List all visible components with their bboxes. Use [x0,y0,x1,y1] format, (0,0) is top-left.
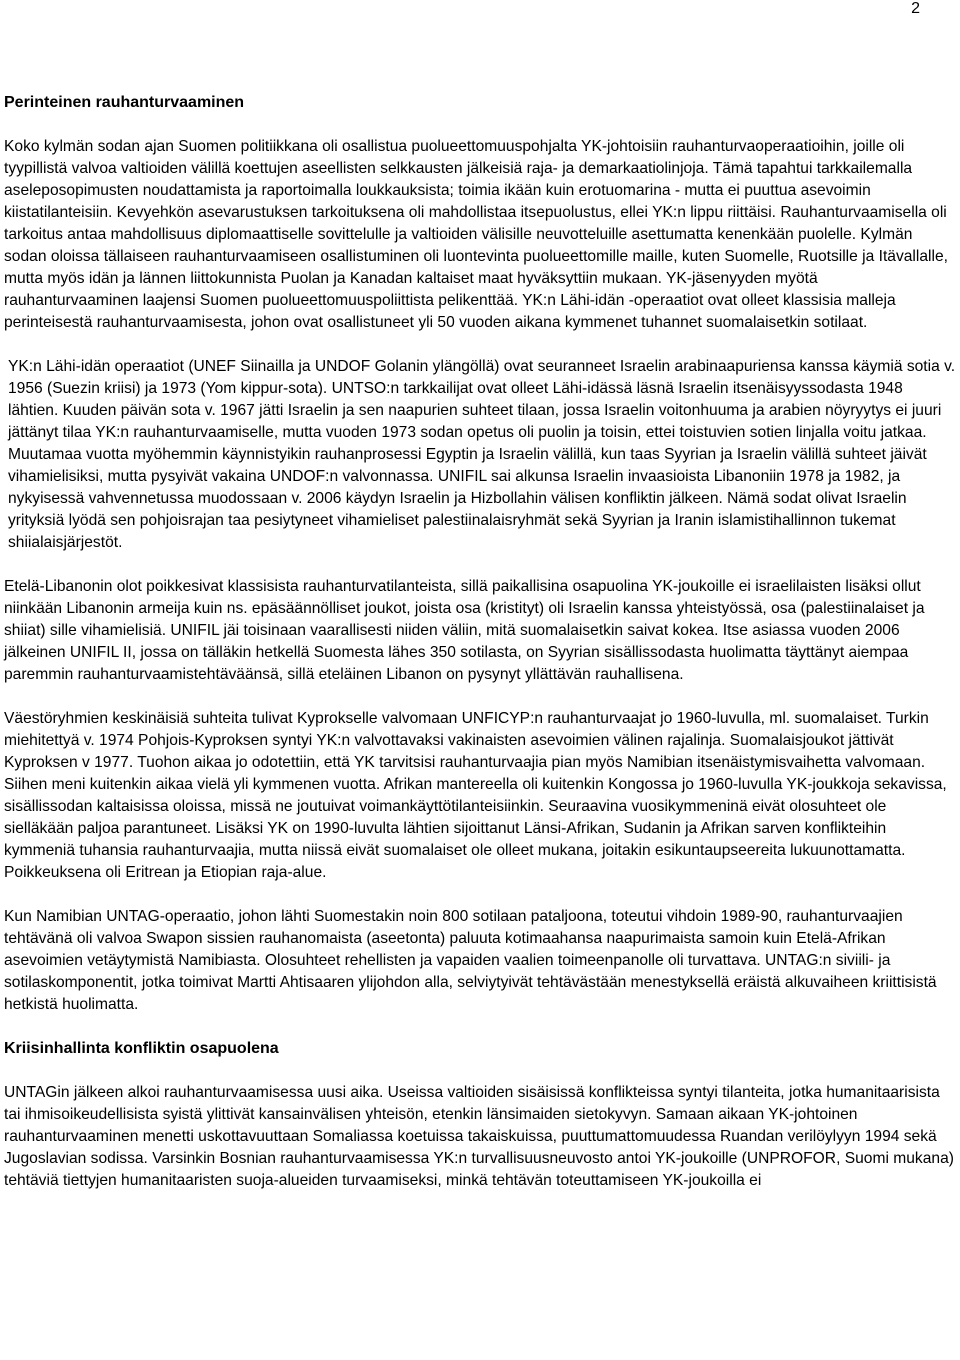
paragraph: Kun Namibian UNTAG-operaatio, johon lähti Suomestakin noin 800 sotilaan pataljoona, toteutui vihdoin 1989-90, rauhanturvaajien tehtävänä oli valvoa Swapon sissien rauhanomaista (aseetonta) paluuta kotimaahansa naapurimaista samoin kuin Etelä-Afrikan asevoimien vetäytymistä Namibiasta. Olosuhteet rehellisten ja vapaiden vaalien toimeenpanolle oli turvattava. UNTAG:n siviili- ja sotilaskomponentit, jotka toimivat Martti Ahtisaaren ylijohdon alla, selviytyivät tehtävästään menestyksellä eräistä alkuvaiheen kriittisistä hetkistä huolimatta. [4,908,937,1013]
section-heading: Kriisinhallinta konfliktin osapuolena [4,1040,279,1057]
section-heading: Perinteinen rauhanturvaaminen [4,94,245,111]
paragraph: UNTAGin jälkeen alkoi rauhanturvaamisessa uusi aika. Useissa valtioiden sisäisissä konflikteissa syntyi tilanteita, jotka humanitaarisista tai ihmisoikeudellisista syistä ylittivät kansainvälisen yhteisön, etenkin länsimaiden sietokyvyn. Samaan aikaan YK-johtoinen rauhanturvaaminen menetti uskottavuuttaan Somaliassa koetuissa takaiskuissa, puuttumattomuudessa Ruandan verilöylyyn 1994 sekä Jugoslavian sodissa. Varsinkin Bosnian rauhanturvaamisessa YK:n turvallisuusneuvosto antoi YK-joukoille (UNPROFOR, Suomi mukana) tehtäviä tiettyjen humanitaaristen suoja-alueiden turvaamiseksi, minkä tehtävän toteuttamiseen YK-joukoilla ei [4,1084,954,1189]
document-body [4,92,956,1192]
paragraph: Väestöryhmien keskinäisiä suhteita tulivat Kyprokselle valvomaan UNFICYP:n rauhanturvaajat jo 1960-luvulla, ml. suomalaiset. Turkin miehitettyä v. 1974 Pohjois-Kyproksen syntyi YK:n valvottavaksi vakinaisten asevoimien välinen rajalinja. Suomalaisjoukot jättivät Kyproksen v 1977. Tuohon aikaa jo odotettiin, että YK tarvitsisi rauhanturvaajia pian myös Namibian itsenäistymisvaihetta valvomaan. Siihen meni kuitenkin aikaa vielä yli kymmenen vuotta. Afrikan mantereella oli kuitenkin Kongossa jo 1960-luvulla YK-joukkoja sekavissa, sisällissodan kaltaisissa oloissa, missä ne joutuivat voimankäyttötilanteisiinkin. Seuraavina vuosikymmeninä eivät olosuhteet ole sielläkään paljoa parantuneet. Lisäksi YK on 1990-luvulta lähtien sijoittanut Länsi-Afrikan, Sudanin ja Afrikan sarven konflikteihin kymmeniä tuhansia rauhanturvaajia, mutta niissä eivät suomalaiset ole olleet mukana, joitakin esikuntaupseereita lukuunottamatta. Poikkeuksena oli Eritrean ja Etiopian raja-alue. [4,710,947,881]
paragraph: Koko kylmän sodan ajan Suomen politiikkana oli osallistua puolueettomuuspohjalta YK-johtoisiin rauhanturvaoperaatioihin, joille oli tyypillistä valvoa valtioiden välillä koettujen aseellisten selkkausten jälkeisiä raja- ja demarkaatiolinjoja. Tämä tapahtui tarkkailemalla aseleposopimusten noudattamista ja raportoimalla loukkauksista; toimia ikään kuin erotuomarina - mutta ei puuttua asevoimin kiistatilanteisiin. Kevyehkön asevarustuksen tarkoituksena oli mahdollistaa itsepuolustus, ellei YK:n lippu riittäisi. Rauhanturvaamisella oli tarkoitus antaa mahdollisuus diplomaattiselle sovittelulle ja valtioiden välisille neuvotteluille asettumatta kenenkään puolelle. Kylmän sodan oloissa tällaiseen rauhanturvaamiseen osallistuminen oli luontevinta puolueettomille maille, kuten Suomelle, Ruotsille ja Itävallalle, mutta myös idän ja lännen liittokunnista Puolan ja Kanadan kaltaiset maat hyväksyttiin mukaan. YK-jäsenyyden myötä rauhanturvaaminen laajensi Suomen puolueettomuuspoliittista pelikenttää. YK:n Lähi-idän -operaatiot ovat olleet klassisia malleja perinteisestä rauhanturvaamisesta, johon ovat osallistuneet yli 50 vuoden aikana kymmenet tuhannet suomalaisetkin sotilaat. [4,138,948,331]
paragraph: YK:n Lähi-idän operaatiot (UNEF Siinailla ja UNDOF Golanin ylängöllä) ovat seuranneet Israelin arabinaapuriensa kanssa käymiä sotia v. 1956 (Suezin kriisi) ja 1973 (Yom kippur-sota). UNTSO:n tarkkailijat ovat olleet Lähi-idässä läsnä Israelin itsenäisyyssodasta 1948 lähtien. Kuuden päivän sota v. 1967 jätti Israelin ja sen naapurien suhteet tilaan, jossa Israelin voitonhuuma ja arabien nöyryytys ei juuri jättänyt tilaa YK:n rauhanturvaamiselle, mutta vuoden 1973 sodan opetus oli puolin ja toisin, ettei toistuvien sotien linjalla voitu jatkaa. Muutamaa vuotta myöhemmin käynnistyikin rauhanprosessi Egyptin ja Israelin välillä, kun taas Syyrian ja Israelin välillä suhteet jäivät vihamielisiksi, mutta pysyivät vakaina UNDOF:n valvonnassa. UNIFIL sai alkunsa Israelin invaasioista Libanoniin 1978 ja 1982, ja nykyisessä vahvennetussa muodossaan v. 2006 käydyn Israelin ja Hizbollahin välisen konfliktin jälkeen. Nämä sodat olivat Israelin yrityksiä lyödä sen pohjoisrajan taa pesiytyneet vihamieliset palestiinalaisryhmät sekä Syyrian ja Iranin islamistihallinnon tukemat shiialaisjärjestöt. [8,358,956,551]
page-number: 2 [911,0,920,17]
paragraph: Etelä-Libanonin olot poikkesivat klassisista rauhanturvatilanteista, sillä paikallisina osapuolina YK-joukoille ei israelilaisten lisäksi ollut niinkään Libanonin armeija kuin ns. epäsäännölliset joukot, joista osa (kristityt) oli Israelin kanssa yhteistyössä, osa (palestiinalaiset ja shiiat) sille vihamielisiä. UNIFIL jäi toisinaan vaarallisesti niiden väliin, mitä suomalaisetkin saivat kokea. Itse asiassa vuoden 2006 jälkeinen UNIFIL II, jossa on tälläkin hetkellä Suomesta lähes 350 sotilasta, on Syyrian sisällissodasta huolimatta täyttänyt aiempaa paremmin rauhanturvaamistehtäväänsä, sillä eteläinen Libanon on pysynyt yllättävän rauhallisena. [4,578,925,683]
